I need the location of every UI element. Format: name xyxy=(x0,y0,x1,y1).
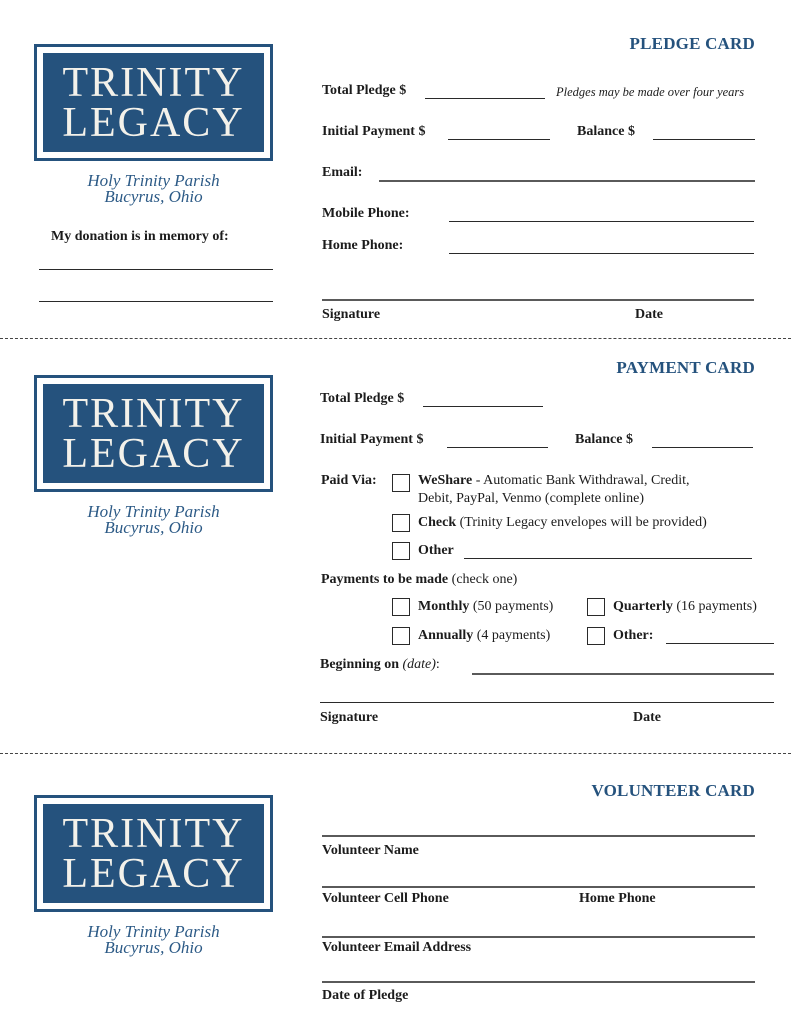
balance-label: Balance $ xyxy=(577,124,635,139)
weshare-checkbox[interactable] xyxy=(392,474,410,492)
parish-name: Holy Trinity Parish xyxy=(87,502,220,521)
pledge-card-title: PLEDGE CARD xyxy=(629,34,755,53)
home-phone-label: Home Phone: xyxy=(322,238,404,253)
trinity-legacy-logo xyxy=(34,375,273,492)
balance-label: Balance $ xyxy=(575,432,633,447)
volunteer-email-field[interactable] xyxy=(322,936,755,938)
other-field[interactable] xyxy=(464,558,752,559)
volunteer-phone-field[interactable] xyxy=(322,886,755,888)
mobile-phone-field[interactable] xyxy=(449,221,754,222)
balance-field[interactable] xyxy=(652,447,753,448)
parish-location: Bucyrus, Ohio xyxy=(104,938,203,957)
annually-label: Annually xyxy=(418,628,474,643)
total-pledge-field[interactable] xyxy=(423,406,543,407)
cut-line-1 xyxy=(0,338,791,339)
parish-location: Bucyrus, Ohio xyxy=(104,187,203,206)
other-label: Other xyxy=(418,543,454,558)
date-label: Date xyxy=(635,307,663,322)
other-frequency-checkbox[interactable] xyxy=(587,627,605,645)
quarterly-note: (16 payments) xyxy=(672,599,757,614)
signature-label: Signature xyxy=(322,307,381,322)
parish-location: Bucyrus, Ohio xyxy=(104,518,203,537)
weshare-desc-1: - Automatic Bank Withdrawal, Credit, xyxy=(472,473,690,488)
four-years-note: Pledges may be made over four years xyxy=(556,85,745,99)
logo-line-legacy: LEGACY xyxy=(62,99,245,146)
initial-payment-label: Initial Payment $ xyxy=(320,432,424,447)
memory-line-2[interactable] xyxy=(39,301,273,302)
logo-line-trinity: TRINITY xyxy=(62,59,245,106)
parish-name: Holy Trinity Parish xyxy=(87,171,220,190)
total-pledge-field[interactable] xyxy=(425,98,545,99)
weshare-option xyxy=(418,473,690,489)
monthly-note: (50 payments) xyxy=(469,599,554,614)
check-checkbox[interactable] xyxy=(392,514,410,532)
other-frequency-label: Other: xyxy=(613,628,654,643)
mobile-phone-label: Mobile Phone: xyxy=(322,206,410,221)
email-field[interactable] xyxy=(379,180,755,182)
initial-payment-field[interactable] xyxy=(448,139,550,140)
weshare-desc-2: Debit, PayPal, Venmo (complete online) xyxy=(418,491,645,506)
monthly-checkbox[interactable] xyxy=(392,598,410,616)
beginning-on-label xyxy=(320,657,440,673)
beginning-on-colon: : xyxy=(435,657,440,672)
signature-label: Signature xyxy=(320,710,379,725)
parish-name: Holy Trinity Parish xyxy=(87,922,220,941)
check-desc: (Trinity Legacy envelopes will be provided) xyxy=(456,515,707,530)
date-of-pledge-label: Date of Pledge xyxy=(322,988,409,1003)
volunteer-card-title: VOLUNTEER CARD xyxy=(591,781,755,800)
memory-label: My donation is in memory of: xyxy=(51,229,229,244)
trinity-legacy-logo xyxy=(34,795,273,912)
initial-payment-label: Initial Payment $ xyxy=(322,124,426,139)
beginning-on-field[interactable] xyxy=(472,673,774,675)
other-checkbox[interactable] xyxy=(392,542,410,560)
annually-option xyxy=(418,628,550,644)
date-of-pledge-field[interactable] xyxy=(322,981,755,983)
check-option xyxy=(418,515,707,531)
payments-to-be-made-label xyxy=(321,572,517,588)
initial-payment-field[interactable] xyxy=(447,447,548,448)
total-pledge-label: Total Pledge $ xyxy=(322,83,407,98)
logo-line-trinity: TRINITY xyxy=(62,810,245,857)
monthly-option xyxy=(418,599,553,615)
quarterly-option xyxy=(613,599,757,615)
annually-note: (4 payments) xyxy=(473,628,551,643)
trinity-legacy-logo xyxy=(34,44,273,161)
check-label: Check xyxy=(418,515,457,530)
other-frequency-field[interactable] xyxy=(666,643,774,644)
signature-field[interactable] xyxy=(320,702,774,703)
volunteer-cell-phone-label: Volunteer Cell Phone xyxy=(322,891,449,906)
volunteer-email-label: Volunteer Email Address xyxy=(322,940,472,955)
weshare-label: WeShare xyxy=(418,473,473,488)
payments-to-be-made-bold: Payments to be made xyxy=(321,572,449,587)
logo-line-legacy: LEGACY xyxy=(62,850,245,897)
logo-line-trinity: TRINITY xyxy=(62,390,245,437)
balance-field[interactable] xyxy=(653,139,755,140)
home-phone-field[interactable] xyxy=(449,253,754,254)
payments-to-be-made-note: (check one) xyxy=(448,572,518,587)
logo-panel xyxy=(43,53,264,152)
signature-field[interactable] xyxy=(322,299,754,301)
memory-line-1[interactable] xyxy=(39,269,273,270)
logo-line-legacy: LEGACY xyxy=(62,430,245,477)
volunteer-name-field[interactable] xyxy=(322,835,755,837)
cut-line-2 xyxy=(0,753,791,754)
quarterly-label: Quarterly xyxy=(613,599,673,614)
beginning-on-bold: Beginning on xyxy=(320,657,403,672)
date-label: Date xyxy=(633,710,661,725)
total-pledge-label: Total Pledge $ xyxy=(320,391,405,406)
logo-panel xyxy=(43,384,264,483)
paid-via-label: Paid Via: xyxy=(321,473,377,488)
volunteer-home-phone-label: Home Phone xyxy=(579,891,656,906)
volunteer-name-label: Volunteer Name xyxy=(322,843,419,858)
payment-card-title: PAYMENT CARD xyxy=(616,358,755,377)
email-label: Email: xyxy=(322,165,363,180)
quarterly-checkbox[interactable] xyxy=(587,598,605,616)
annually-checkbox[interactable] xyxy=(392,627,410,645)
monthly-label: Monthly xyxy=(418,599,470,614)
logo-panel xyxy=(43,804,264,903)
beginning-on-date-hint: (date) xyxy=(402,657,436,672)
